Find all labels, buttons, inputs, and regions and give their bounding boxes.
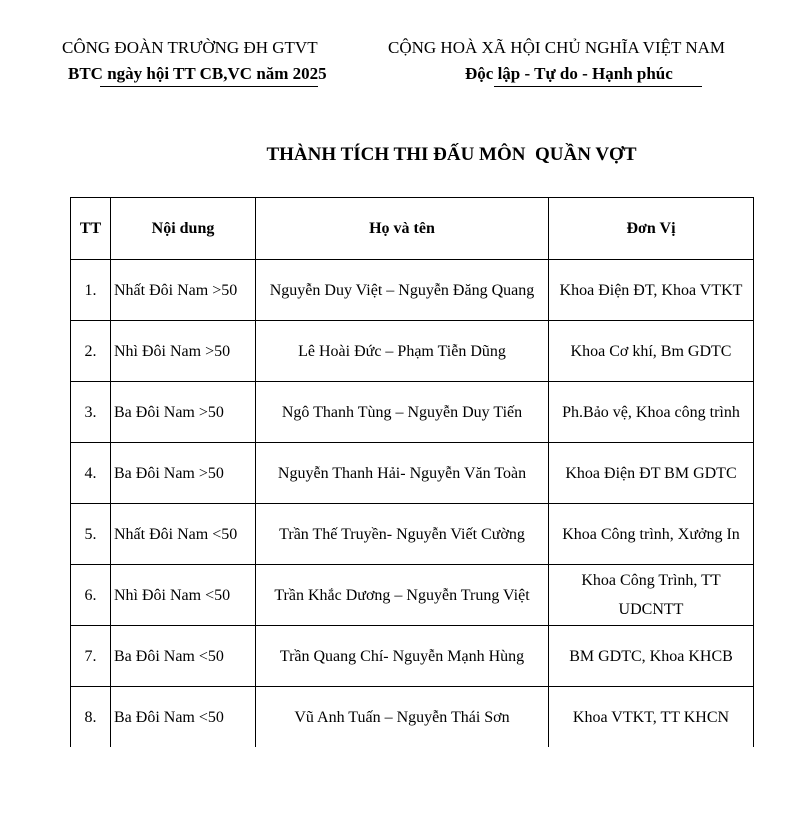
organizing-committee: BTC ngày hội TT CB,VC năm 2025 — [68, 64, 327, 83]
right-header-rule — [494, 86, 702, 87]
cell-ho-ten: Trần Quang Chí- Nguyễn Mạnh Hùng — [256, 626, 549, 687]
cell-tt: 6. — [71, 565, 111, 626]
table-row — [71, 443, 754, 504]
column-header-noi-dung: Nội dung — [111, 198, 256, 260]
left-header-rule — [100, 86, 318, 87]
column-header-ho-ten: Họ và tên — [256, 198, 549, 260]
cell-ho-ten: Lê Hoài Đức – Phạm Tiễn Dũng — [256, 321, 549, 382]
table-row — [71, 565, 754, 626]
table-header-row — [71, 198, 754, 260]
cell-noi-dung: Ba Đôi Nam <50 — [111, 687, 256, 748]
cell-tt: 3. — [71, 382, 111, 443]
cell-don-vi: Khoa Điện ĐT, Khoa VTKT — [549, 260, 754, 321]
cell-tt: 5. — [71, 504, 111, 565]
cell-tt: 7. — [71, 626, 111, 687]
document-title: THÀNH TÍCH THI ĐẤU MÔN QUẦN VỢT — [266, 144, 637, 165]
cell-ho-ten: Trần Khắc Dương – Nguyễn Trung Việt — [256, 565, 549, 626]
cell-ho-ten: Trần Thế Truyền- Nguyễn Viết Cường — [256, 504, 549, 565]
cell-noi-dung: Nhất Đôi Nam <50 — [111, 504, 256, 565]
cell-don-vi: Khoa Công Trình, TT UDCNTT — [549, 565, 754, 626]
table-row — [71, 504, 754, 565]
table-row — [71, 382, 754, 443]
column-header-don-vi: Đơn Vị — [549, 198, 754, 260]
cell-don-vi: Khoa VTKT, TT KHCN — [549, 687, 754, 748]
table-row — [71, 687, 754, 748]
table-row — [71, 321, 754, 382]
results-table — [70, 197, 754, 747]
cell-noi-dung: Nhì Đôi Nam >50 — [111, 321, 256, 382]
cell-noi-dung: Nhì Đôi Nam <50 — [111, 565, 256, 626]
table-row — [71, 260, 754, 321]
org-name: CÔNG ĐOÀN TRƯỜNG ĐH GTVT — [62, 38, 318, 57]
cell-ho-ten: Vũ Anh Tuấn – Nguyễn Thái Sơn — [256, 687, 549, 748]
cell-tt: 1. — [71, 260, 111, 321]
cell-noi-dung: Ba Đôi Nam >50 — [111, 443, 256, 504]
table-row — [71, 626, 754, 687]
cell-noi-dung: Nhất Đôi Nam >50 — [111, 260, 256, 321]
cell-tt: 4. — [71, 443, 111, 504]
national-motto: Độc lập - Tự do - Hạnh phúc — [465, 64, 673, 83]
cell-tt: 2. — [71, 321, 111, 382]
cell-ho-ten: Nguyễn Duy Việt – Nguyễn Đăng Quang — [256, 260, 549, 321]
cell-don-vi: Ph.Bảo vệ, Khoa công trình — [549, 382, 754, 443]
cell-ho-ten: Nguyễn Thanh Hải- Nguyễn Văn Toàn — [256, 443, 549, 504]
cell-noi-dung: Ba Đôi Nam >50 — [111, 382, 256, 443]
cell-tt: 8. — [71, 687, 111, 748]
cell-don-vi: Khoa Công trình, Xưởng In — [549, 504, 754, 565]
cell-don-vi: BM GDTC, Khoa KHCB — [549, 626, 754, 687]
cell-don-vi: Khoa Điện ĐT BM GDTC — [549, 443, 754, 504]
cell-don-vi: Khoa Cơ khí, Bm GDTC — [549, 321, 754, 382]
cell-noi-dung: Ba Đôi Nam <50 — [111, 626, 256, 687]
column-header-tt: TT — [71, 198, 111, 260]
national-title: CỘNG HOÀ XÃ HỘI CHỦ NGHĨA VIỆT NAM — [388, 38, 726, 57]
cell-ho-ten: Ngô Thanh Tùng – Nguyễn Duy Tiến — [256, 382, 549, 443]
